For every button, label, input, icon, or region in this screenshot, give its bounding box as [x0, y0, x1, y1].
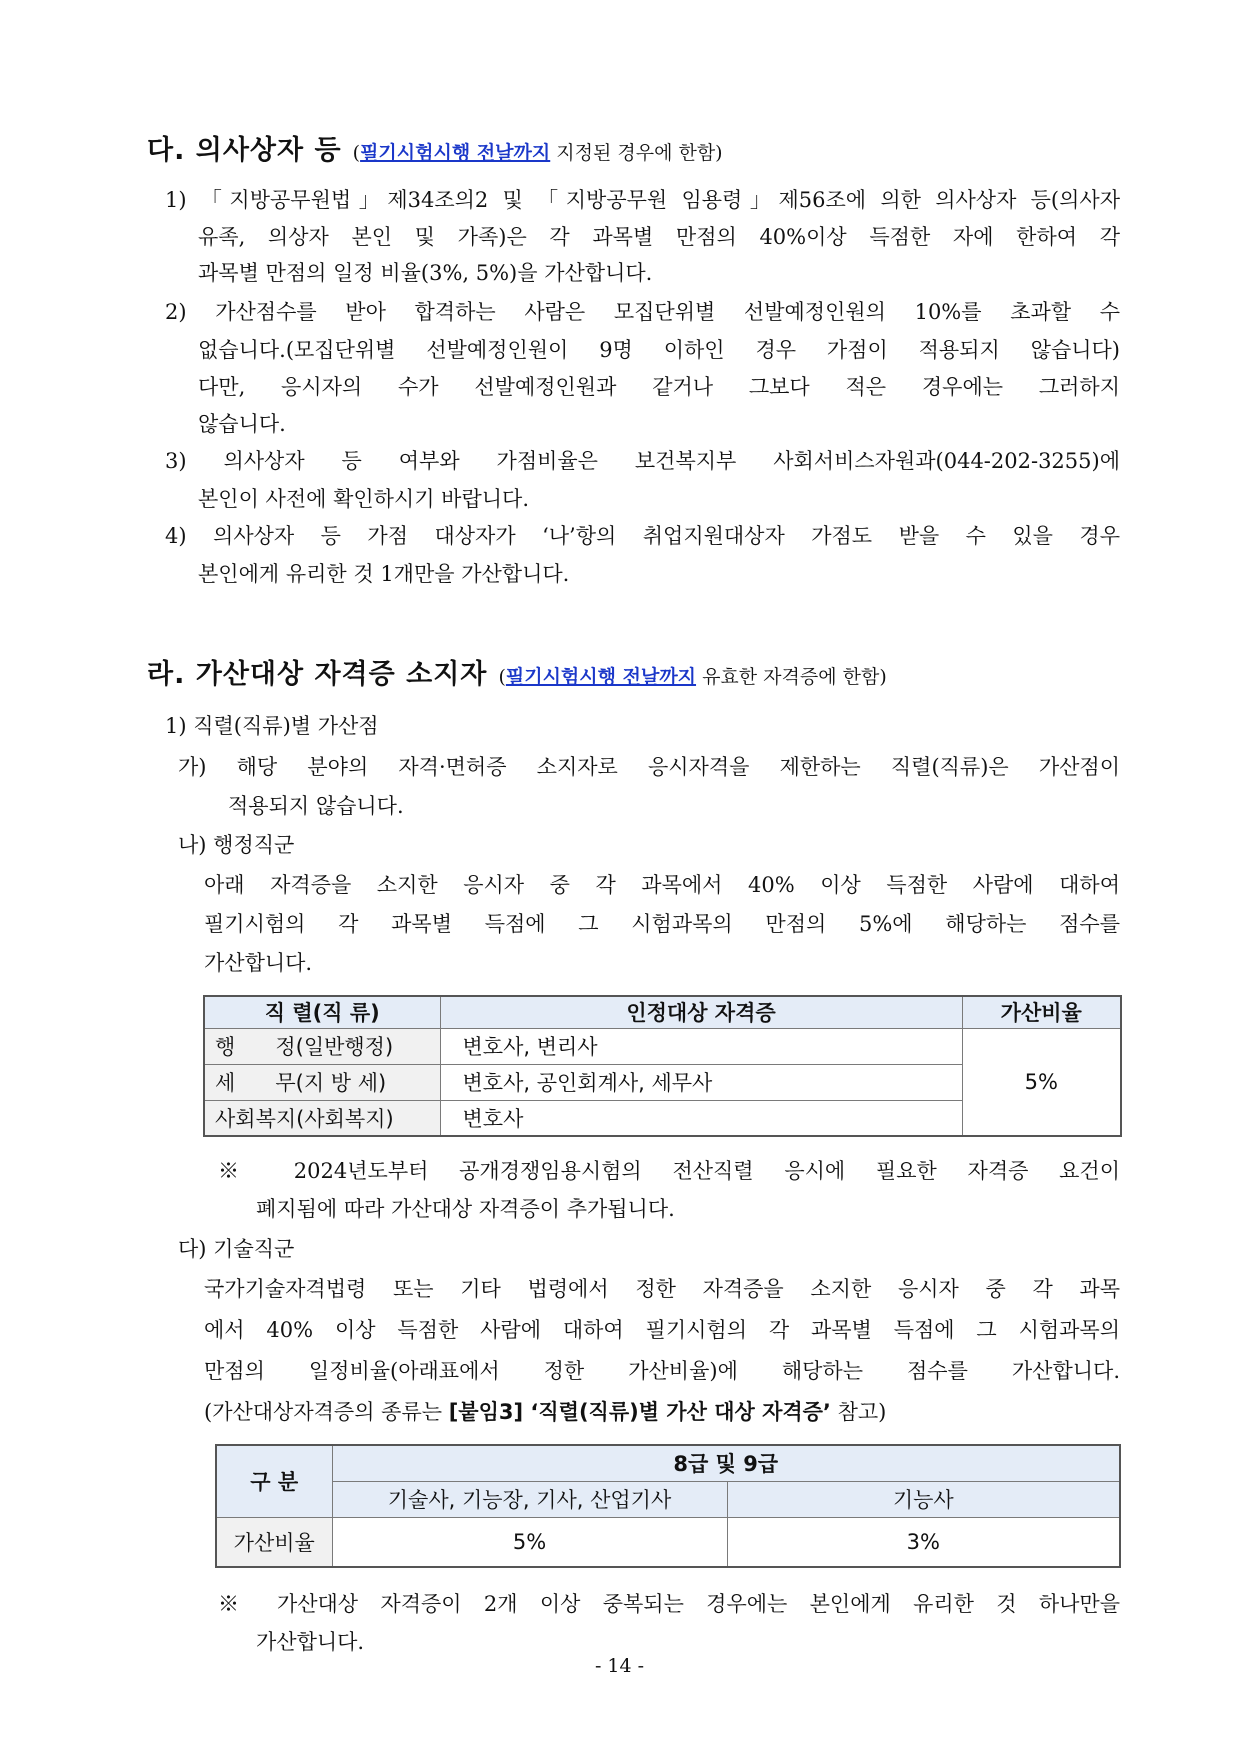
- table-row: [204, 1028, 1121, 1064]
- tech-col-1: 기술사, 기능장, 기사, 산업기사: [332, 1481, 727, 1517]
- tech-header-label: 구 분: [216, 1445, 332, 1517]
- section-da-note-rest: 지정된 경우에 한함): [550, 142, 723, 164]
- section-ra-heading: [147, 652, 887, 691]
- section-ra-title: 라. 가산대상 자격증 소지자: [147, 659, 488, 690]
- tech-col-2: 기능사: [727, 1481, 1120, 1517]
- section-ra-highlight: 필기시험시행 전날까지: [505, 666, 697, 688]
- admin-row-cert: 변호사, 변리사: [440, 1028, 962, 1064]
- ra-sub1: 1) 직렬(직류)별 가산점: [165, 714, 379, 738]
- ref-bold: [붙임3] ‘직렬(직류)별 가산 대상 자격증’: [448, 1400, 831, 1424]
- da-line-1: 1) 「지방공무원법」제34조의2 및 「지방공무원 임용령」제56조에 의한 의사상자 등(의사자: [165, 188, 1120, 212]
- admin-header-cert: 인정대상 자격증: [440, 996, 962, 1028]
- admin-row-jik: 세 무(지 방 세): [204, 1064, 440, 1100]
- ra-na-line-3: 가산합니다.: [204, 951, 313, 975]
- admin-header-jik: 직 렬(직 류): [204, 996, 440, 1028]
- section-ra-note: [498, 666, 886, 688]
- ra-da-line-3: 만점의 일정비율(아래표에서 정한 가산비율)에 해당하는 점수를 가산합니다.: [204, 1359, 1120, 1383]
- ra-ga-line-1: 가) 해당 분야의 자격·면허증 소지자로 응시자격을 제한하는 직렬(직류)은 가산점이: [178, 755, 1120, 779]
- tech-value-1: 5%: [332, 1517, 727, 1567]
- note1-line-1: ※ 2024년도부터 공개경쟁임용시험의 전산직렬 응시에 필요한 자격증 요건이: [218, 1159, 1120, 1183]
- admin-rate-cell: 5%: [962, 1028, 1121, 1136]
- admin-row-jik: 사회복지(사회복지): [204, 1100, 440, 1136]
- section-ra-note-rest: 유효한 자격증에 한함): [696, 666, 887, 688]
- admin-header-rate: 가산비율: [962, 996, 1121, 1028]
- da-line-4: 2) 가산점수를 받아 합격하는 사람은 모집단위별 선발예정인원의 10%를 초과할 수: [165, 300, 1120, 324]
- admin-cert-table: [203, 995, 1122, 1137]
- table-row: [216, 1517, 1120, 1567]
- note2-line-1: ※ 가산대상 자격증이 2개 이상 중복되는 경우에는 본인에게 유리한 것 하나만을: [218, 1592, 1120, 1616]
- ra-da-line-2: 에서 40% 이상 득점한 사람에 대하여 필기시험의 각 과목별 득점에 그 시험과목의: [204, 1318, 1120, 1342]
- section-da-title: 다. 의사상자 등: [147, 135, 342, 166]
- section-da-heading: [147, 128, 723, 167]
- tech-value-2: 3%: [727, 1517, 1120, 1567]
- note2-line-2: 가산합니다.: [256, 1630, 365, 1654]
- admin-row-cert: 변호사: [440, 1100, 962, 1136]
- note-open: (: [352, 142, 361, 164]
- ra-da-title: 다) 기술직군: [178, 1237, 295, 1261]
- tech-header-group: 8급 및 9급: [332, 1445, 1120, 1481]
- da-line-2: 유족, 의상자 본인 및 가족)은 각 과목별 만점의 40%이상 득점한 자에 한하여 각: [198, 225, 1120, 249]
- da-line-3: 과목별 만점의 일정 비율(3%, 5%)을 가산합니다.: [198, 261, 653, 285]
- ra-na-title: 나) 행정직군: [178, 833, 295, 857]
- ra-da-line-1: 국가기술자격법령 또는 기타 법령에서 정한 자격증을 소지한 응시자 중 각 과목: [204, 1277, 1120, 1301]
- da-line-8: 3) 의사상자 등 여부와 가점비율은 보건복지부 사회서비스자원과(044-202-3255)에: [165, 449, 1120, 473]
- admin-row-cert: 변호사, 공인회계사, 세무사: [440, 1064, 962, 1100]
- da-line-5: 없습니다.(모집단위별 선발예정인원이 9명 이하인 경우 가점이 적용되지 않습니다): [198, 338, 1120, 362]
- section-da-highlight: 필기시험시행 전날까지: [360, 142, 551, 164]
- ra-na-line-1: 아래 자격증을 소지한 응시자 중 각 과목에서 40% 이상 득점한 사람에 대하여: [204, 873, 1120, 897]
- da-line-6: 다만, 응시자의 수가 선발예정인원과 같거나 그보다 적은 경우에는 그러하지: [198, 375, 1120, 399]
- ra-na-line-2: 필기시험의 각 과목별 득점에 그 시험과목의 만점의 5%에 해당하는 점수를: [204, 912, 1120, 936]
- ref-post: 참고): [830, 1400, 887, 1424]
- da-line-10: 4) 의사상자 등 가점 대상자가 ‘나’항의 취업지원대상자 가점도 받을 수 있을 경우: [165, 524, 1120, 548]
- page-number: - 14 -: [594, 1655, 645, 1677]
- ra-da-reference: [204, 1398, 886, 1426]
- note1-line-2: 폐지됨에 따라 가산대상 자격증이 추가됩니다.: [256, 1197, 675, 1221]
- ref-pre: (가산대상자격증의 종류는: [204, 1400, 449, 1424]
- tech-row-label: 가산비율: [216, 1517, 332, 1567]
- da-line-11: 본인에게 유리한 것 1개만을 가산합니다.: [198, 562, 570, 586]
- da-line-7: 않습니다.: [198, 412, 286, 436]
- section-da-note: [353, 142, 723, 164]
- admin-row-jik: 행 정(일반행정): [204, 1028, 440, 1064]
- da-line-9: 본인이 사전에 확인하시기 바랍니다.: [198, 487, 529, 511]
- ra-ga-line-2: 적용되지 않습니다.: [228, 794, 404, 818]
- tech-rate-table: [215, 1444, 1121, 1568]
- note-open: (: [498, 666, 506, 688]
